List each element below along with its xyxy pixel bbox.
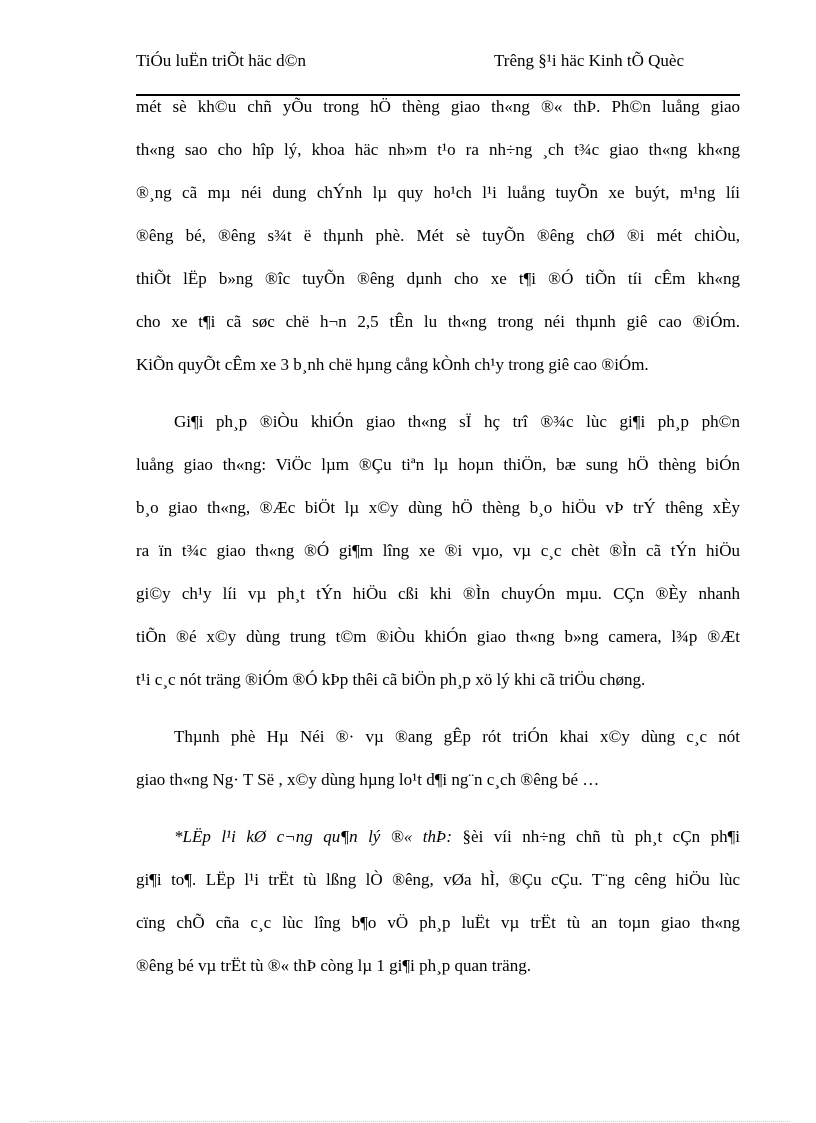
paragraph bbox=[136, 411, 740, 712]
text-line: luång giao th«ng: ViÖc lµm ®Çu tiªn lµ hoµn thiÖn, bæ sung hÖ thèng biÓn bbox=[136, 455, 740, 474]
text-line: b¸o giao th«ng, ®Æc biÖt lµ x©y dùng hÖ thèng b¸o hiÖu vÞ trÝ thêng xÈy bbox=[136, 498, 740, 517]
text-line: giao th«ng Ng· T Së , x©y dùng hµng lo¹t d¶i ng¨n c¸ch ®êng bé … bbox=[136, 770, 600, 789]
text-line: Gi¶i ph¸p ®iÒu khiÓn giao th«ng sÏ hç trî ®¾c lùc gi¶i ph¸p ph©n bbox=[174, 412, 740, 431]
text-line: ®êng bé, ®êng s¾t ë thµnh phè. Mét sè tuyÕn ®êng chØ ®i mét chiÒu, bbox=[136, 226, 740, 245]
text-line: ®êng bé vµ trËt tù ®« thÞ còng lµ 1 gi¶i ph¸p quan träng. bbox=[136, 956, 531, 975]
paragraph bbox=[136, 726, 740, 812]
page-header bbox=[136, 48, 740, 96]
text-line: t¹i c¸c nót träng ®iÓm ®Ó kÞp thêi cã biÖn ph¸p xö lý khi cã triÖu chøng. bbox=[136, 670, 646, 689]
text-line: cïng chÕ cña c¸c lùc lîng b¶o vÖ ph¸p luËt vµ trËt tù an toµn giao th«ng bbox=[136, 913, 740, 932]
document-body bbox=[136, 96, 740, 998]
text-line: thiÕt lËp b»ng ®îc tuyÕn ®êng dµnh cho xe t¶i ®Ó tiÕn tíi cÊm kh«ng bbox=[136, 269, 740, 288]
text-line: th«ng sao cho hîp lý, khoa häc nh»m t¹o ra nh÷ng ¸ch t¾c giao th«ng kh«ng bbox=[136, 140, 740, 159]
text-line: ®¸ng cã mµ néi dung chÝnh lµ quy ho¹ch l¹i luång tuyÕn xe buýt, m¹ng líi bbox=[136, 183, 740, 202]
text-span: §èi víi nh÷ng chñ tù ph¸t cÇn ph¶i bbox=[452, 827, 740, 846]
text-line: ra ïn t¾c giao th«ng ®Ó gi¶m lîng xe ®i vµo, vµ c¸c chèt ®Ìn cã tÝn hiÖu bbox=[136, 541, 740, 560]
text-line: cho xe t¶i cã søc chë h¬n 2,5 tÊn lu th«ng trong néi thµnh giê cao ®iÓm. bbox=[136, 312, 740, 331]
text-line bbox=[136, 826, 740, 869]
paragraph bbox=[136, 826, 740, 998]
text-line: gi©y ch¹y líi vµ ph¸t tÝn hiÖu cßi khi ®Ìn chuyÓn mµu. CÇn ®Èy nhanh bbox=[136, 584, 740, 603]
paragraph bbox=[136, 96, 740, 397]
text-line: gi¶i to¶. LËp l¹i trËt tù lßng lÒ ®êng, vØa hÌ, ®Çu cÇu. T¨ng cêng hiÖu lùc bbox=[136, 870, 740, 889]
header-right-title: Trêng §¹i häc Kinh tÕ Quèc bbox=[494, 51, 685, 70]
text-line: tiÕn ®é x©y dùng trung t©m ®iÒu khiÓn giao th«ng b»ng camera, l¾p ®Æt bbox=[136, 627, 740, 646]
page-bottom-divider bbox=[30, 1121, 790, 1122]
text-line: Thµnh phè Hµ Néi ®· vµ ®ang gÊp rót triÓn khai x©y dùng c¸c nót bbox=[174, 727, 740, 746]
italic-lead: *LËp l¹i kØ c¬ng qu¶n lý ®« thÞ: bbox=[174, 827, 453, 846]
header-left-title: TiÓu luËn triÕt häc d©n bbox=[136, 51, 307, 70]
text-line: mét sè kh©u chñ yÕu trong hÖ thèng giao th«ng ®« thÞ. Ph©n luång giao bbox=[136, 97, 740, 116]
text-line: KiÕn quyÕt cÊm xe 3 b¸nh chë hµng cång kÒnh ch¹y trong giê cao ®iÓm. bbox=[136, 355, 649, 374]
